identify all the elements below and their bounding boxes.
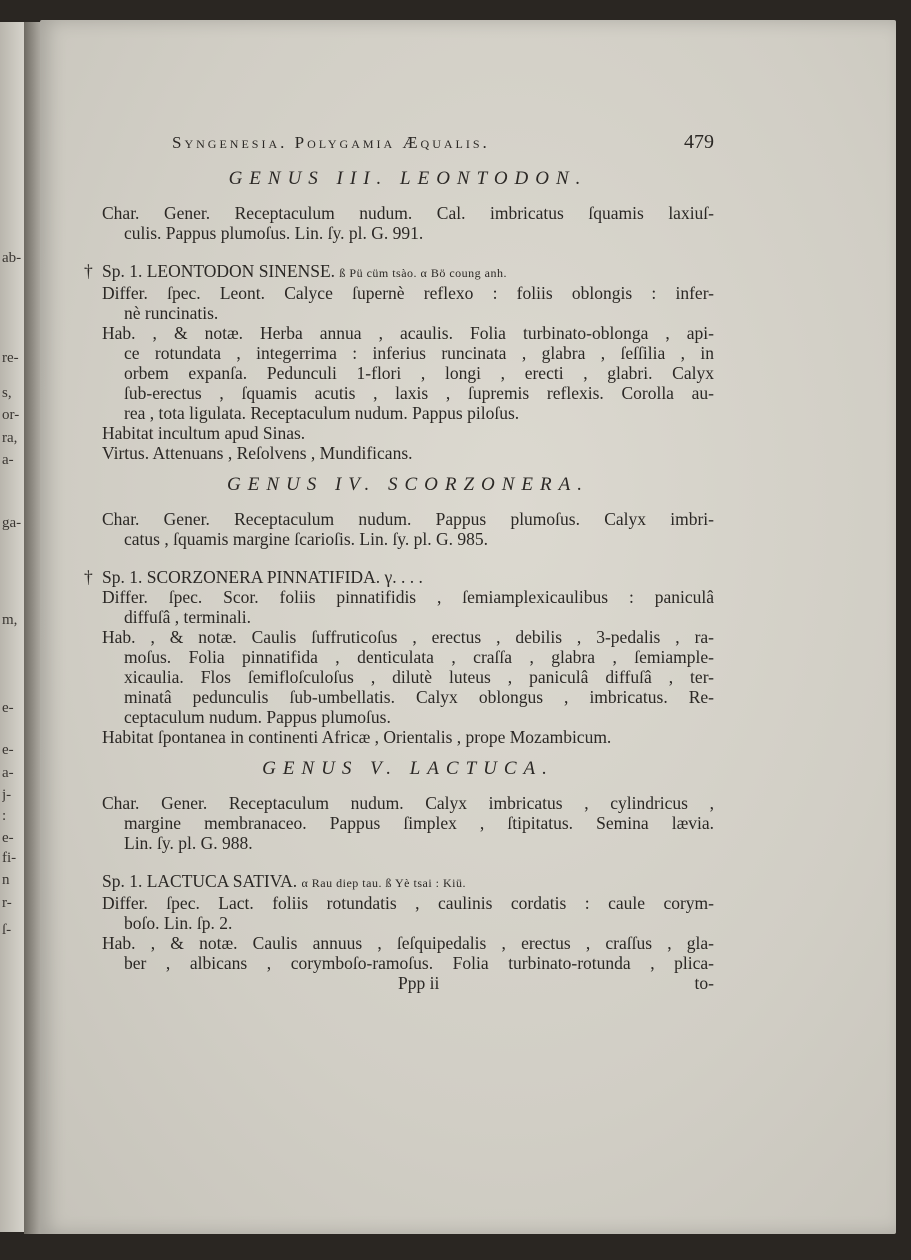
species-name: Sp. 1. LACTUCA SATIVA. [102,871,298,891]
species-name: Sp. 1. SCORZONERA PINNATIFIDA. γ. . . . [102,567,423,587]
hab-line: ce rotundata , integerrima : inferius runcinata , glabra , ſeſſilia , in [124,343,714,363]
species-heading [102,871,714,893]
hab-line: ſub-erectus , ſquamis acutis , laxis , ſupremis reflexis. Corolla au- [124,383,714,403]
hab-line: xicaulia. Flos ſemifloſculoſus , dilutè luteus , paniculâ diffuſâ , ter- [124,667,714,687]
species-heading [84,261,714,283]
left-margin-fragment: m, [2,612,18,628]
left-margin-fragment: a- [2,765,14,781]
hab-line: moſus. Folia pinnatifida , denticulata , craſſa , glabra , ſemiample- [124,647,714,667]
left-margin-fragment: r- [2,895,12,911]
page-text [84,131,714,993]
char-line: catus , ſquamis margine ſcarioſis. Lin. ſy. pl. G. 985. [124,529,489,549]
left-margin-fragment: e- [2,830,14,846]
genus-4-heading: GENUS IV. SCORZONERA. [227,474,589,495]
left-margin-fragment: j- [2,787,12,803]
genus-3-heading: GENUS III. LEONTODON. [228,168,588,189]
virtus-line: Virtus. Attenuans , Reſolvens , Mundificans. [102,443,413,463]
char-line: margine membranaceo. Pappus ſimplex , ſtipitatus. Semina lævia. [124,813,714,833]
species-vernacular: ß Pü cüm tsào. α Bö coung anh. [339,266,507,280]
differentia [102,587,714,627]
genus-3-character [102,203,714,243]
left-margin-fragment: ſ- [2,922,12,938]
left-margin-fragment: s, [2,385,12,401]
species-name: Sp. 1. LEONTODON SINENSE. [102,261,336,281]
habitat-line: Habitat ſpontanea in continenti Africæ , Orientalis , prope Mozambicum. [102,727,612,747]
left-margin-fragment: e- [2,700,14,716]
hab-line: minatâ pedunculis ſub-umbellatis. Calyx oblongus , imbricatus. Re- [124,687,714,707]
char-line: Char. Gener. Receptaculum nudum. Calyx imbricatus , cylindricus , [102,793,714,813]
left-margin-fragment: : [2,808,7,824]
differ-line: boſo. Lin. ſp. 2. [124,913,233,933]
left-margin-fragment: e- [2,742,14,758]
char-line: Char. Gener. Receptaculum nudum. Pappus plumoſus. Calyx imbri- [102,509,714,529]
habitat-line: Habitat incultum apud Sinas. [102,423,306,443]
page-footer [102,973,714,993]
catchword: to- [694,973,714,993]
differ-line: Differ. ſpec. Leont. Calyce ſupernè reflexo : foliis oblongis : infer- [102,283,714,303]
habitus-notes [102,627,714,727]
differentia [102,283,714,323]
species-vernacular: α Rau diep tau. ß Yè tsai : Kiü. [301,876,466,890]
differ-line: nè runcinatis. [124,303,219,323]
dagger-mark: † [84,261,93,281]
left-margin-fragment: re- [2,350,19,366]
hab-line: orbem expanſa. Pedunculi 1-flori , longi , erecti , glabri. Calyx [124,363,714,383]
char-line: Char. Gener. Receptaculum nudum. Cal. imbricatus ſquamis laxiuſ- [102,203,714,223]
char-line: Lin. ſy. pl. G. 988. [124,833,253,853]
genus-5-character [102,793,714,853]
char-line: culis. Pappus plumoſus. Lin. ſy. pl. G. 991. [124,223,424,243]
hab-line: ceptaculum nudum. Pappus plumoſus. [124,707,391,727]
differentia [102,893,714,933]
page-number: 479 [684,131,714,153]
left-margin-fragment: or- [2,407,20,423]
genus-4-character [102,509,714,549]
left-margin-fragment: ab- [2,250,22,266]
hab-line: Hab. , & notæ. Caulis ſuffruticoſus , erectus , debilis , 3-pedalis , ra- [102,627,714,647]
left-margin-fragment: a- [2,452,14,468]
habitus-notes [102,323,714,423]
differ-line: Differ. ſpec. Scor. foliis pinnatifidis , ſemiamplexicaulibus : paniculâ [102,587,714,607]
hab-line: Hab. , & notæ. Caulis annuus , ſeſquipedalis , erectus , craſſus , gla- [102,933,714,953]
dagger-mark: † [84,567,93,587]
differ-line: diffuſâ , terminali. [124,607,252,627]
habitus-notes [102,933,714,973]
signature-mark: Ppp ii [398,973,440,993]
genus-5-heading: GENUS V. LACTUCA. [262,758,554,779]
left-margin-fragment: fi- [2,850,17,866]
differ-line: Differ. ſpec. Lact. foliis rotundatis , caulinis cordatis : caule corym- [102,893,714,913]
left-margin-fragment: ga- [2,515,22,531]
running-head-title: Syngenesia. Polygamia Æqualis. [172,133,490,152]
hab-line: Hab. , & notæ. Herba annua , acaulis. Folia turbinato-oblonga , api- [102,323,714,343]
left-margin-fragment: n [2,872,10,888]
species-heading [84,567,714,587]
running-head [102,132,714,153]
hab-line: rea , tota ligulata. Receptaculum nudum. Pappus piloſus. [124,403,520,423]
left-margin-fragment: ra, [2,430,18,446]
hab-line: ber , albicans , corymboſo-ramoſus. Folia turbinato-rotunda , plica- [124,953,714,973]
